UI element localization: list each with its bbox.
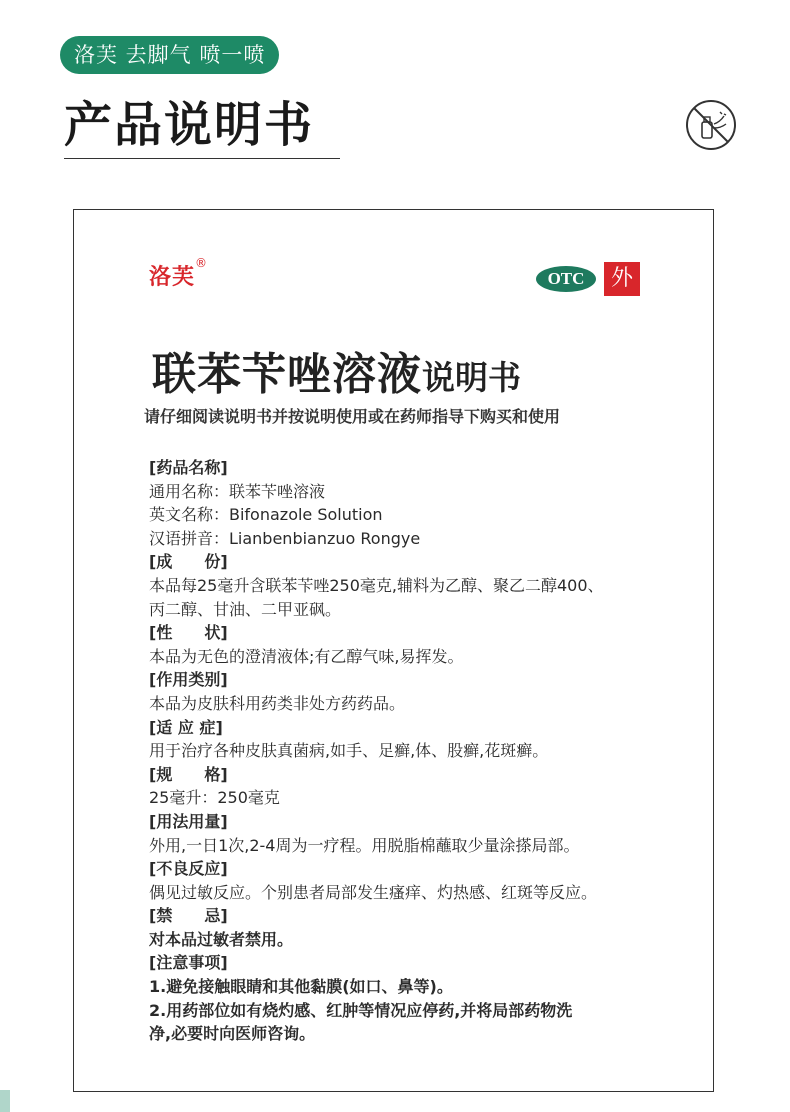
body-line: 本品每25毫升含联苯苄唑250毫克,辅料为乙醇、聚乙二醇400、 [149,575,604,595]
body-line: 外用,一日1次,2-4周为一疗程。用脱脂棉蘸取少量涂搽局部。 [149,835,580,855]
body-line: 丙二醇、甘油、二甲亚砜。 [149,599,342,619]
body-line: 本品为无色的澄清液体;有乙醇气味,易挥发。 [149,646,464,666]
document-title-main: 联苯苄唑溶液 [152,349,422,400]
brand-name: 洛芙 [149,265,196,290]
section-heading: [性 状] [149,623,228,643]
section-heading: [禁 忌] [149,906,228,926]
body-line-bold: 对本品过敏者禁用。 [149,929,294,949]
section-heading: [药品名称] [149,458,228,477]
section-heading: [适 应 症] [149,717,223,737]
instruction-leaflet [73,209,714,1092]
usage-warning: 请仔细阅读说明书并按说明使用或在药师指导下购买和使用 [144,407,561,426]
external-use-badge: 外 [604,262,640,296]
page-title: 产品说明书 [64,97,315,153]
body-line-bold: 1.避免接触眼睛和其他黏膜(如口、鼻等)。 [149,977,453,997]
section-heading: [成 份] [149,552,228,572]
body-line-bold: 净,必要时向医师咨询。 [149,1024,316,1044]
body-line: 英文名称：Bifonazole Solution [149,505,383,525]
leaflet-body [149,456,659,1046]
section-heading: [作用类别] [149,670,228,690]
body-line-bold: 2.用药部位如有烧灼感、红肿等情况应停药,并将局部药物洗 [149,1000,573,1020]
document-title-sub: 说明书 [422,358,521,397]
registered-mark: ® [195,256,209,270]
body-line: 偶见过敏反应。个别患者局部发生瘙痒、灼热感、红斑等反应。 [149,882,598,902]
document-title [152,338,521,402]
no-spray-icon [684,98,738,152]
otc-badge: OTC [536,266,596,292]
body-line: 本品为皮肤科用药类非处方药药品。 [149,693,406,713]
heading-underline [64,158,340,159]
body-line: 通用名称：联苯苄唑溶液 [149,481,326,501]
body-line: 汉语拼音：Lianbenbianzuo Rongye [149,528,421,548]
body-line: 25毫升：250毫克 [149,788,280,808]
section-heading: [不良反应] [149,859,228,879]
slogan-pill: 洛芙 去脚气 喷一喷 [60,36,279,74]
decorative-corner [0,1090,10,1112]
section-heading: [注意事项] [149,953,228,973]
section-heading: [规 格] [149,764,228,784]
brand-logo [149,256,209,291]
section-heading: [用法用量] [149,811,228,831]
body-line: 用于治疗各种皮肤真菌病,如手、足癣,体、股癣,花斑癣。 [149,741,549,761]
